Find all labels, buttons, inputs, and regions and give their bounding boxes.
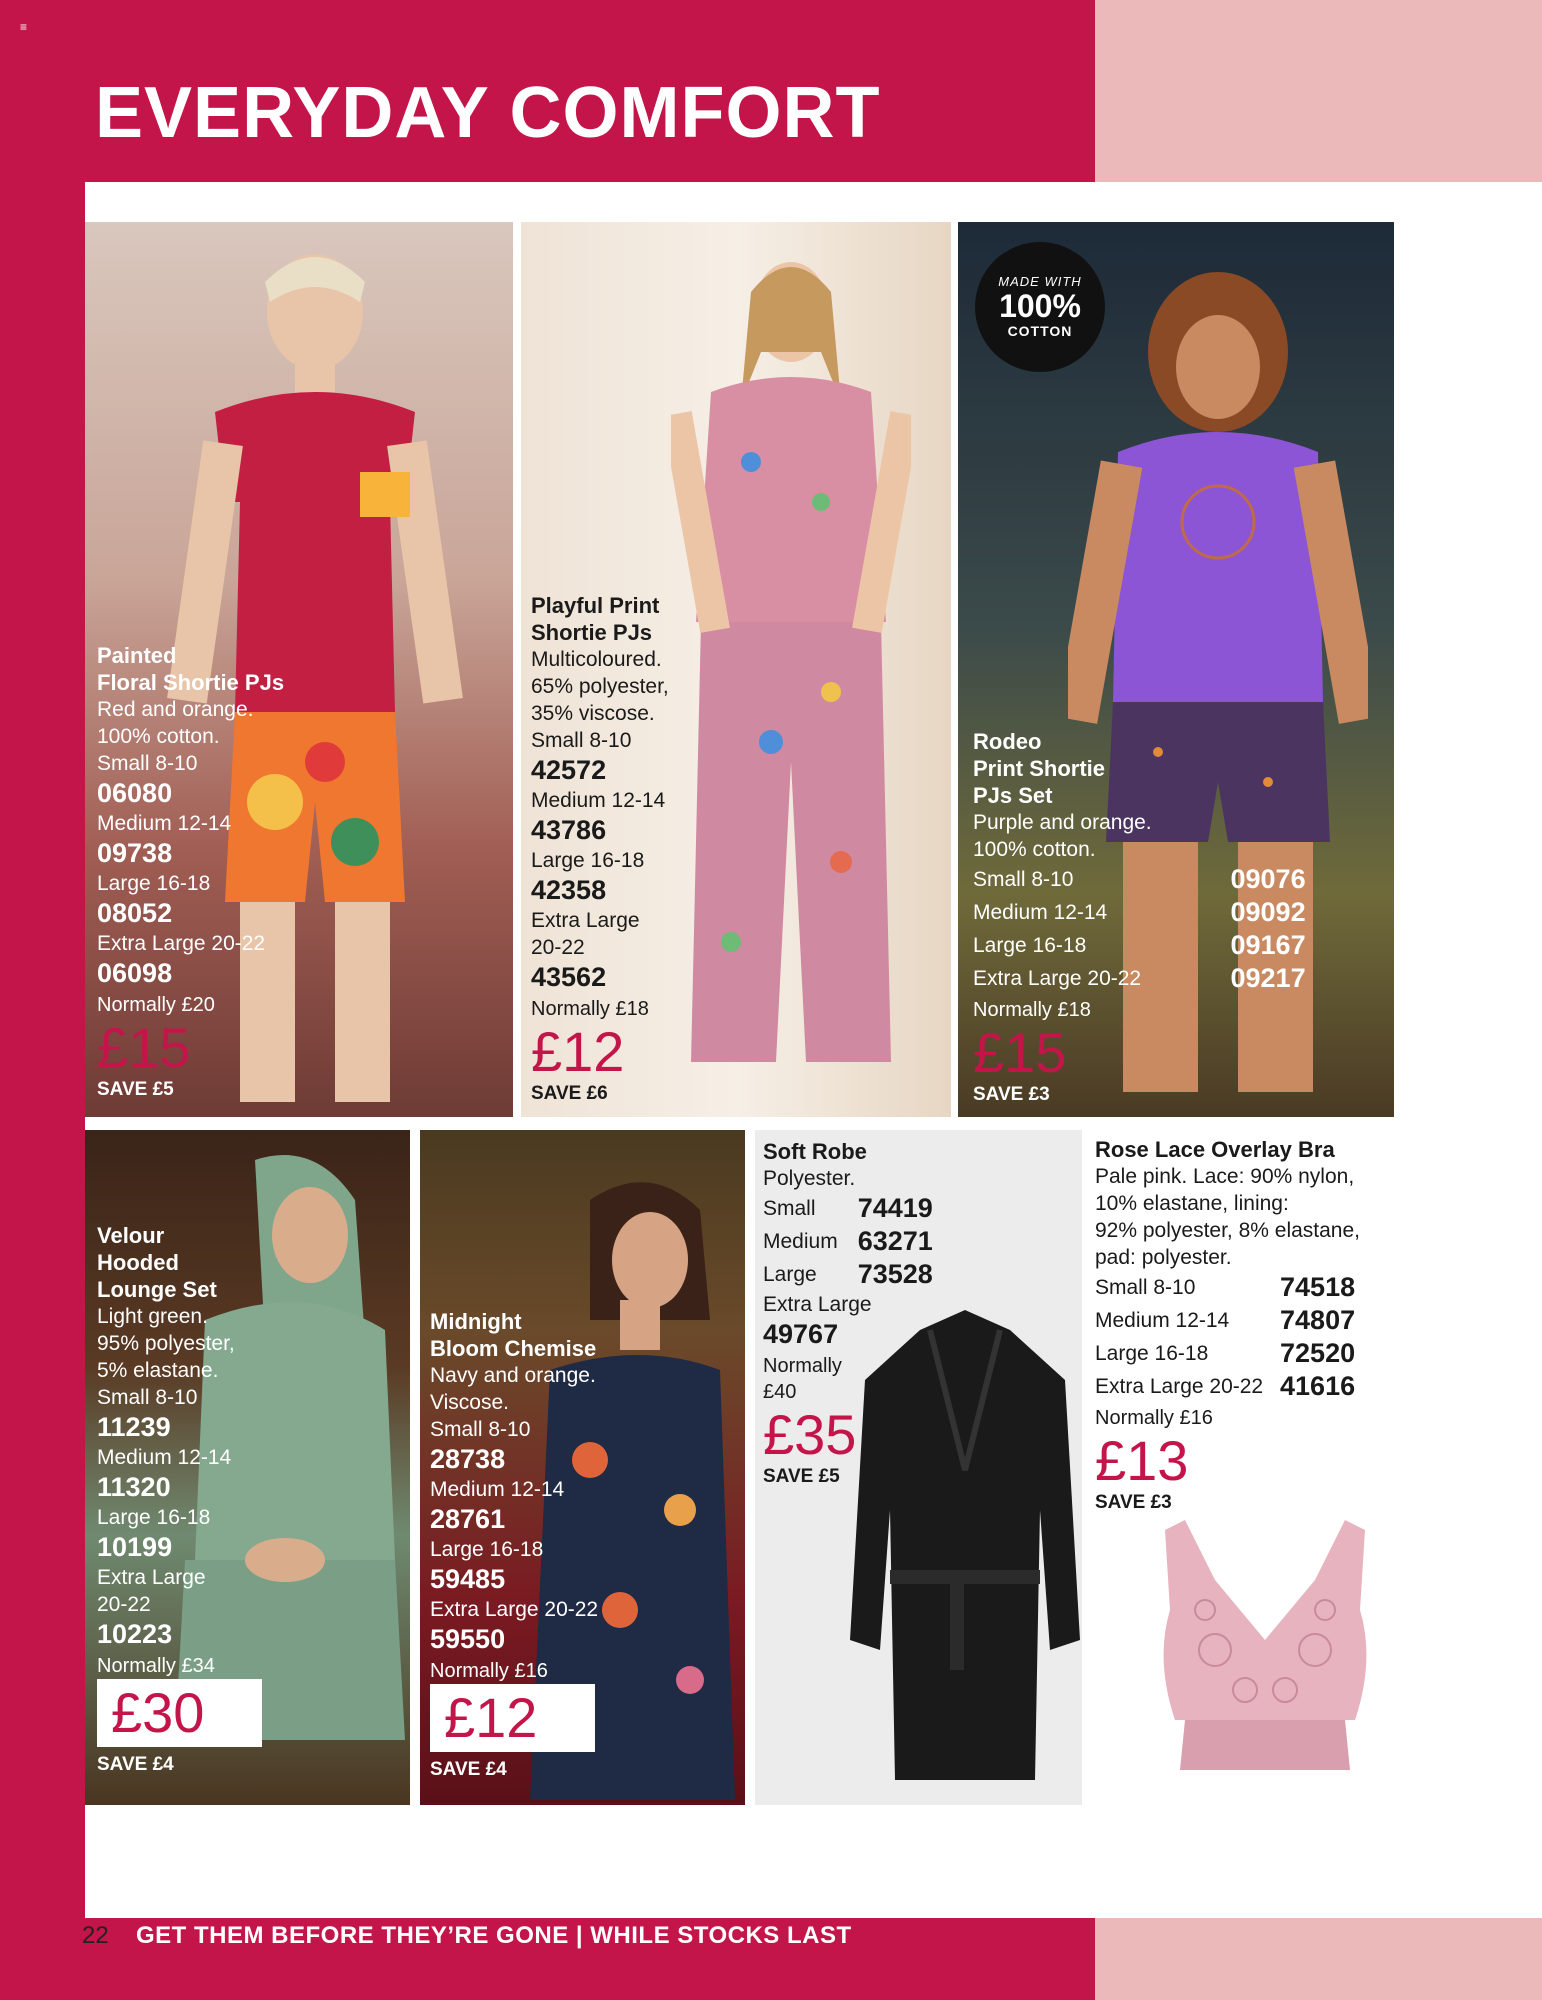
product-name: Velour xyxy=(97,1223,165,1248)
size-label: Extra Large 20-22 xyxy=(97,932,266,955)
product-panel-painted xyxy=(85,222,513,1117)
bra-image xyxy=(1145,1520,1385,1780)
size-label: Extra Large 20-22 xyxy=(430,1598,599,1621)
save-amount: SAVE £4 xyxy=(97,1754,174,1775)
product-info xyxy=(1095,1136,1360,1515)
size-label: Extra Large 20-22 xyxy=(973,967,1142,990)
product-code: 74518 xyxy=(1280,1272,1356,1302)
product-code: 09167 xyxy=(1230,930,1306,960)
save-amount: SAVE £5 xyxy=(763,1466,840,1487)
save-amount: SAVE £3 xyxy=(973,1084,1050,1105)
product-name-2: Hooded xyxy=(97,1250,179,1275)
size-label: Large 16-18 xyxy=(1095,1342,1209,1365)
product-desc: Multicoloured. xyxy=(531,648,662,671)
size-label: Large 16-18 xyxy=(973,934,1087,957)
size-label: Small 8-10 xyxy=(97,1386,198,1409)
product-code: 59550 xyxy=(430,1624,506,1654)
product-code: 28738 xyxy=(430,1444,506,1474)
product-name-2: Bloom Chemise xyxy=(430,1336,597,1361)
size-label: Small 8-10 xyxy=(973,868,1074,891)
product-name: Playful Print xyxy=(531,593,660,618)
product-panel-bra xyxy=(1090,1130,1410,1805)
product-name-2: Floral Shortie PJs xyxy=(97,670,285,695)
product-desc-2: Viscose. xyxy=(430,1391,509,1414)
save-amount: SAVE £6 xyxy=(531,1083,608,1104)
product-desc-4: pad: polyester. xyxy=(1095,1246,1232,1269)
normal-price: Normally £34 xyxy=(97,1655,215,1677)
product-code: 74419 xyxy=(857,1193,933,1223)
sale-price: £12 xyxy=(531,1020,625,1083)
product-panel-velour xyxy=(85,1130,410,1805)
product-desc: Red and orange. xyxy=(97,698,254,721)
sale-price: £15 xyxy=(97,1016,191,1079)
size-table xyxy=(1095,1271,1360,1403)
size-label: Small xyxy=(763,1197,816,1220)
size-label: Small 8-10 xyxy=(97,752,198,775)
product-code: 59485 xyxy=(430,1564,506,1594)
sale-price: £35 xyxy=(763,1403,857,1466)
product-code: 09076 xyxy=(1230,864,1306,894)
size-label: Medium 12-14 xyxy=(531,789,666,812)
price-box xyxy=(97,1679,262,1747)
product-code: 10199 xyxy=(97,1532,173,1562)
product-code: 74807 xyxy=(1280,1305,1356,1335)
product-info xyxy=(430,1308,598,1782)
badge-text: MADE WITH xyxy=(998,274,1082,289)
product-code: 09217 xyxy=(1230,963,1306,993)
product-info xyxy=(531,592,669,1106)
size-label-2: 20-22 xyxy=(531,936,585,959)
left-border xyxy=(0,0,85,2000)
size-label: Medium 12-14 xyxy=(97,812,232,835)
sale-price: £12 xyxy=(444,1686,538,1749)
size-label: Medium 12-14 xyxy=(1095,1309,1230,1332)
product-code: 63271 xyxy=(857,1226,933,1256)
size-label: Large 16-18 xyxy=(430,1538,544,1561)
normal-price: Normally £20 xyxy=(97,994,215,1016)
size-label: Extra Large xyxy=(97,1566,206,1589)
product-desc-3: 5% elastane. xyxy=(97,1359,219,1382)
product-code: 72520 xyxy=(1280,1338,1356,1368)
product-panel-rodeo xyxy=(958,222,1394,1117)
normal-price: Normally £16 xyxy=(430,1660,548,1682)
product-code: 06080 xyxy=(97,778,173,808)
save-amount: SAVE £3 xyxy=(1095,1492,1172,1513)
size-label: Extra Large 20-22 xyxy=(1095,1375,1264,1398)
product-code: 11320 xyxy=(97,1472,171,1502)
product-name-2: Print Shortie xyxy=(973,756,1106,781)
product-code: 28761 xyxy=(430,1504,506,1534)
size-label: Medium 12-14 xyxy=(97,1446,232,1469)
normal-price-2: £40 xyxy=(763,1381,797,1403)
product-code: 49767 xyxy=(763,1319,839,1349)
product-desc-3: 92% polyester, 8% elastane, xyxy=(1095,1219,1361,1242)
product-name: Rose Lace Overlay Bra xyxy=(1095,1137,1335,1162)
normal-price: Normally £18 xyxy=(531,998,649,1020)
footer-pink-band xyxy=(1095,1918,1542,2000)
size-label: Small 8-10 xyxy=(531,729,632,752)
product-name: Painted xyxy=(97,643,177,668)
footer-tagline: GET THEM BEFORE THEY’RE GONE | WHILE STOCKS LAST xyxy=(136,1922,852,1949)
page-number: 22 xyxy=(82,1922,109,1949)
size-table xyxy=(763,1192,933,1291)
product-code: 42572 xyxy=(531,755,607,785)
model-figure xyxy=(671,242,911,1102)
product-name: Soft Robe xyxy=(763,1139,867,1164)
menu-icon[interactable]: ≡ xyxy=(20,20,28,34)
size-label: Large 16-18 xyxy=(97,872,211,895)
product-code: 09092 xyxy=(1230,897,1306,927)
product-name: Rodeo xyxy=(973,729,1042,754)
size-label: Medium 12-14 xyxy=(973,901,1108,924)
product-desc-2: 65% polyester, xyxy=(531,675,669,698)
product-desc-2: 95% polyester, xyxy=(97,1332,235,1355)
product-info xyxy=(973,728,1383,1107)
badge-percent: 100% xyxy=(999,288,1081,324)
product-code: 10223 xyxy=(97,1619,173,1649)
product-code: 43786 xyxy=(531,815,607,845)
size-label: Medium 12-14 xyxy=(430,1478,565,1501)
product-panel-robe xyxy=(755,1130,1082,1805)
product-desc: Light green. xyxy=(97,1305,208,1328)
product-desc-2: 10% elastane, lining: xyxy=(1095,1192,1289,1215)
save-amount: SAVE £4 xyxy=(430,1759,507,1780)
product-code: 41616 xyxy=(1280,1371,1356,1401)
size-label: Extra Large xyxy=(763,1293,872,1316)
size-label: Medium xyxy=(763,1230,838,1253)
product-info xyxy=(763,1138,933,1489)
header-pink-band xyxy=(1095,0,1542,182)
size-label: Large xyxy=(763,1263,817,1286)
product-desc: Purple and orange. xyxy=(973,811,1152,834)
product-desc: Navy and orange. xyxy=(430,1364,596,1387)
product-name-3: PJs Set xyxy=(973,783,1053,808)
product-code: 73528 xyxy=(857,1259,933,1289)
product-desc: Pale pink. Lace: 90% nylon, xyxy=(1095,1165,1355,1188)
size-label: Large 16-18 xyxy=(97,1506,211,1529)
product-desc-3: 35% viscose. xyxy=(531,702,655,725)
sale-price: £30 xyxy=(111,1681,205,1744)
cotton-badge xyxy=(975,242,1105,372)
page-title: EVERYDAY COMFORT xyxy=(95,73,881,153)
size-label: Small 8-10 xyxy=(430,1418,531,1441)
product-name-2: Shortie PJs xyxy=(531,620,653,645)
product-panel-playful xyxy=(521,222,951,1117)
price-box xyxy=(430,1684,595,1752)
product-info xyxy=(97,642,284,1102)
product-code: 06098 xyxy=(97,958,173,988)
size-label: Extra Large xyxy=(531,909,640,932)
product-info xyxy=(97,1222,262,1777)
save-amount: SAVE £5 xyxy=(97,1079,174,1100)
product-code: 43562 xyxy=(531,962,607,992)
product-panel-midnight xyxy=(420,1130,745,1805)
size-label: Large 16-18 xyxy=(531,849,645,872)
sale-price: £15 xyxy=(973,1021,1067,1084)
product-desc-2: 100% cotton. xyxy=(973,838,1096,861)
normal-price: Normally £16 xyxy=(1095,1407,1213,1429)
product-name: Midnight xyxy=(430,1309,522,1334)
size-label: Small 8-10 xyxy=(1095,1276,1196,1299)
size-label-2: 20-22 xyxy=(97,1593,151,1616)
size-table xyxy=(973,863,1383,995)
product-code: 42358 xyxy=(531,875,607,905)
product-name-3: Lounge Set xyxy=(97,1277,217,1302)
normal-price: Normally xyxy=(763,1355,842,1377)
product-desc: Polyester. xyxy=(763,1167,856,1190)
product-desc-2: 100% cotton. xyxy=(97,725,220,748)
product-code: 09738 xyxy=(97,838,173,868)
product-code: 11239 xyxy=(97,1412,171,1442)
sale-price: £13 xyxy=(1095,1429,1189,1492)
normal-price: Normally £18 xyxy=(973,999,1091,1021)
product-code: 08052 xyxy=(97,898,173,928)
badge-text-2: COTTON xyxy=(1007,323,1073,339)
